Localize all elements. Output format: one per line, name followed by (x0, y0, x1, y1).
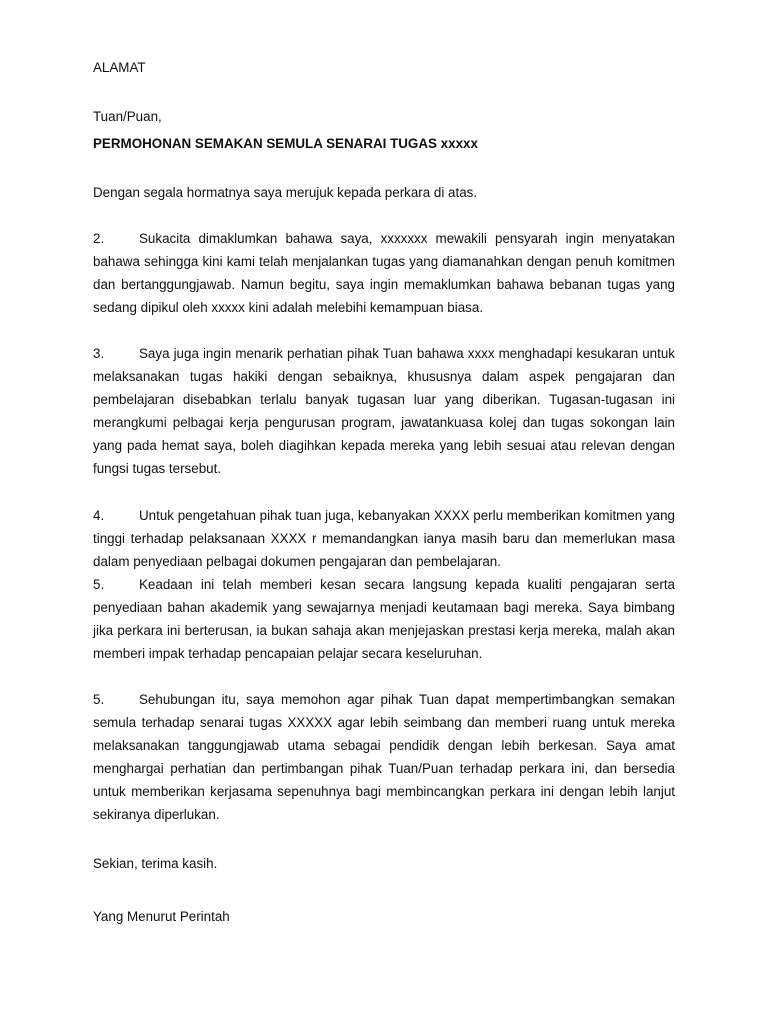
paragraph-number: 5. (93, 577, 105, 592)
paragraph-4 (93, 504, 675, 573)
signoff-line: Yang Menurut Perintah (93, 909, 230, 924)
paragraph-number: 2. (93, 231, 105, 246)
closing-line: Sekian, terima kasih. (93, 856, 218, 871)
paragraph-text: Saya juga ingin menarik perhatian pihak Tuan bahawa xxxx menghadapi kesukaran untuk melaksanakan tugas hakiki dengan sebaiknya, khususnya dalam aspek pengajaran dan pembelajaran disebabkan terlalu banyak tugasan luar yang diberikan. Tugasan-tugasan ini merangkumi pelbagai kerja pengurusan program, jawatankuasa kolej dan tugas sokongan lain yang pada hemat saya, boleh diagihkan kepada mereka yang lebih sesuai atau relevan dengan fungsi tugas tersebut. (93, 346, 675, 476)
paragraph-text: Untuk pengetahuan pihak tuan juga, kebanyakan XXXX perlu memberikan komitmen yang tinggi terhadap pelaksanaan XXXX r memandangkan ianya masih baru dan memerlukan masa dalam penyediaan pelbagai dokumen pengajaran dan pembelajaran. (93, 508, 675, 569)
subject-heading: PERMOHONAN SEMAKAN SEMULA SENARAI TUGAS xxxxx (93, 136, 478, 151)
paragraph-number: 5. (93, 692, 105, 707)
paragraph-text: Keadaan ini telah memberi kesan secara langsung kepada kualiti pengajaran serta penyediaan bahan akademik yang sewajarnya menjadi keutamaan bagi mereka. Saya bimbang jika perkara ini berterusan, ia bukan sahaja akan menjejaskan prestasi kerja mereka, malah akan memberi impak terhadap pencapaian pelajar secara keseluruhan. (93, 577, 675, 661)
paragraph-text: Sukacita dimaklumkan bahawa saya, xxxxxxx mewakili pensyarah ingin menyatakan bahawa sehingga kini kami telah menjalankan tugas yang diamanahkan dengan penuh komitmen dan bertanggungjawab. Namun begitu, saya ingin memaklumkan bahawa bebanan tugas yang sedang dipikul oleh xxxxx kini adalah melebihi kemampuan biasa. (93, 231, 675, 315)
paragraph-2 (93, 227, 675, 319)
paragraph-number: 4. (93, 508, 105, 523)
paragraph-3 (93, 342, 675, 480)
paragraph-text: Sehubungan itu, saya memohon agar pihak Tuan dapat mempertimbangkan semakan semula terhadap senarai tugas XXXXX agar lebih seimbang dan memberi ruang untuk mereka melaksanakan tanggungjawab utama sebagai pendidik dengan lebih berkesan. Saya amat menghargai perhatian dan pertimbangan pihak Tuan/Puan terhadap perkara ini, dan bersedia untuk memberikan kerjasama sepenuhnya bagi membincangkan perkara ini dengan lebih lanjut sekiranya diperlukan. (93, 692, 675, 822)
paragraph-5b (93, 688, 675, 826)
salutation: Tuan/Puan, (93, 109, 162, 124)
paragraph-5a (93, 573, 675, 665)
opening-sentence: Dengan segala hormatnya saya merujuk kepada perkara di atas. (93, 185, 478, 200)
address-line: ALAMAT (93, 60, 146, 75)
paragraph-number: 3. (93, 346, 105, 361)
